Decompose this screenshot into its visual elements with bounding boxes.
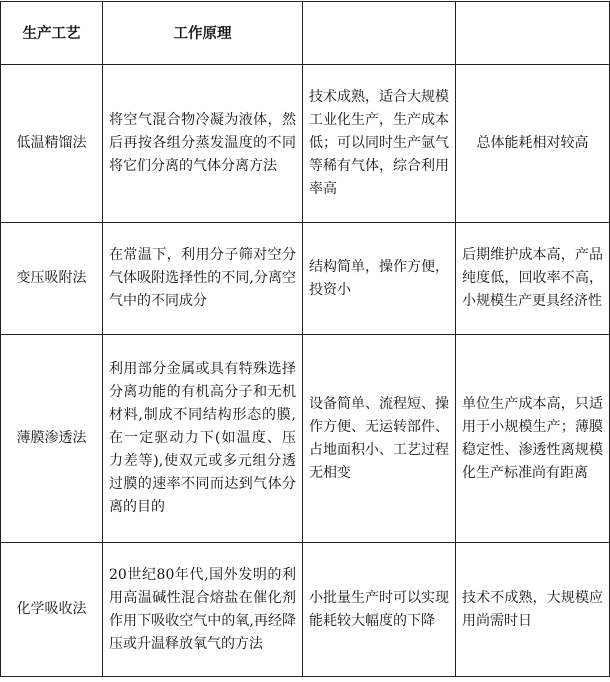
process-comparison-table	[0, 1, 610, 677]
advantages-cell: 设备简单、流程短、操作方便、无运转部件、占地面积小、工艺过程无相变	[303, 335, 456, 543]
table-row	[1, 223, 610, 335]
table-row	[1, 65, 610, 223]
header-method: 生产工艺	[1, 2, 103, 65]
table-row	[1, 543, 610, 677]
header-principle: 工作原理	[103, 2, 303, 65]
header-row	[1, 2, 610, 65]
advantages-cell: 小批量生产时可以实现能耗较大幅度的下降	[303, 543, 456, 677]
disadvantages-cell: 后期维护成本高，产品纯度低，回收率不高，小规模生产更具经济性	[456, 223, 610, 335]
method-cell: 化学吸收法	[1, 543, 103, 677]
method-cell: 低温精馏法	[1, 65, 103, 223]
advantages-cell: 结构简单，操作方便，投资小	[303, 223, 456, 335]
principle-cell: 利用部分金属或具有特殊选择分离功能的有机高分子和无机材料,制成不同结构形态的膜,在一定驱动力下(如温度、压力差等),使双元或多元组分透过膜的速率不同而达到气体分离的目的	[103, 335, 303, 543]
disadvantages-cell: 单位生产成本高，只适用于小规模生产；薄膜稳定性、渗透性离规模化生产标准尚有距离	[456, 335, 610, 543]
advantages-cell: 技术成熟，适合大规模工业化生产，生产成本低；可以同时生产氩气等稀有气体，综合利用率高	[303, 65, 456, 223]
method-cell: 薄膜渗透法	[1, 335, 103, 543]
disadvantages-cell: 技术不成熟，大规模应用尚需时日	[456, 543, 610, 677]
table-row	[1, 335, 610, 543]
header-disadvantages	[456, 2, 610, 65]
disadvantages-cell: 总体能耗相对较高	[456, 65, 610, 223]
header-advantages	[303, 2, 456, 65]
principle-cell: 将空气混合物冷凝为液体，然后再按各组分蒸发温度的不同将它们分离的气体分离方法	[103, 65, 303, 223]
principle-cell: 20世纪80年代,国外发明的利用高温碱性混合熔盐在催化剂作用下吸收空气中的氧,再经降压或升温释放氧气的方法	[103, 543, 303, 677]
method-cell: 变压吸附法	[1, 223, 103, 335]
principle-cell: 在常温下，利用分子筛对空分气体吸附选择性的不同,分离空气中的不同成分	[103, 223, 303, 335]
